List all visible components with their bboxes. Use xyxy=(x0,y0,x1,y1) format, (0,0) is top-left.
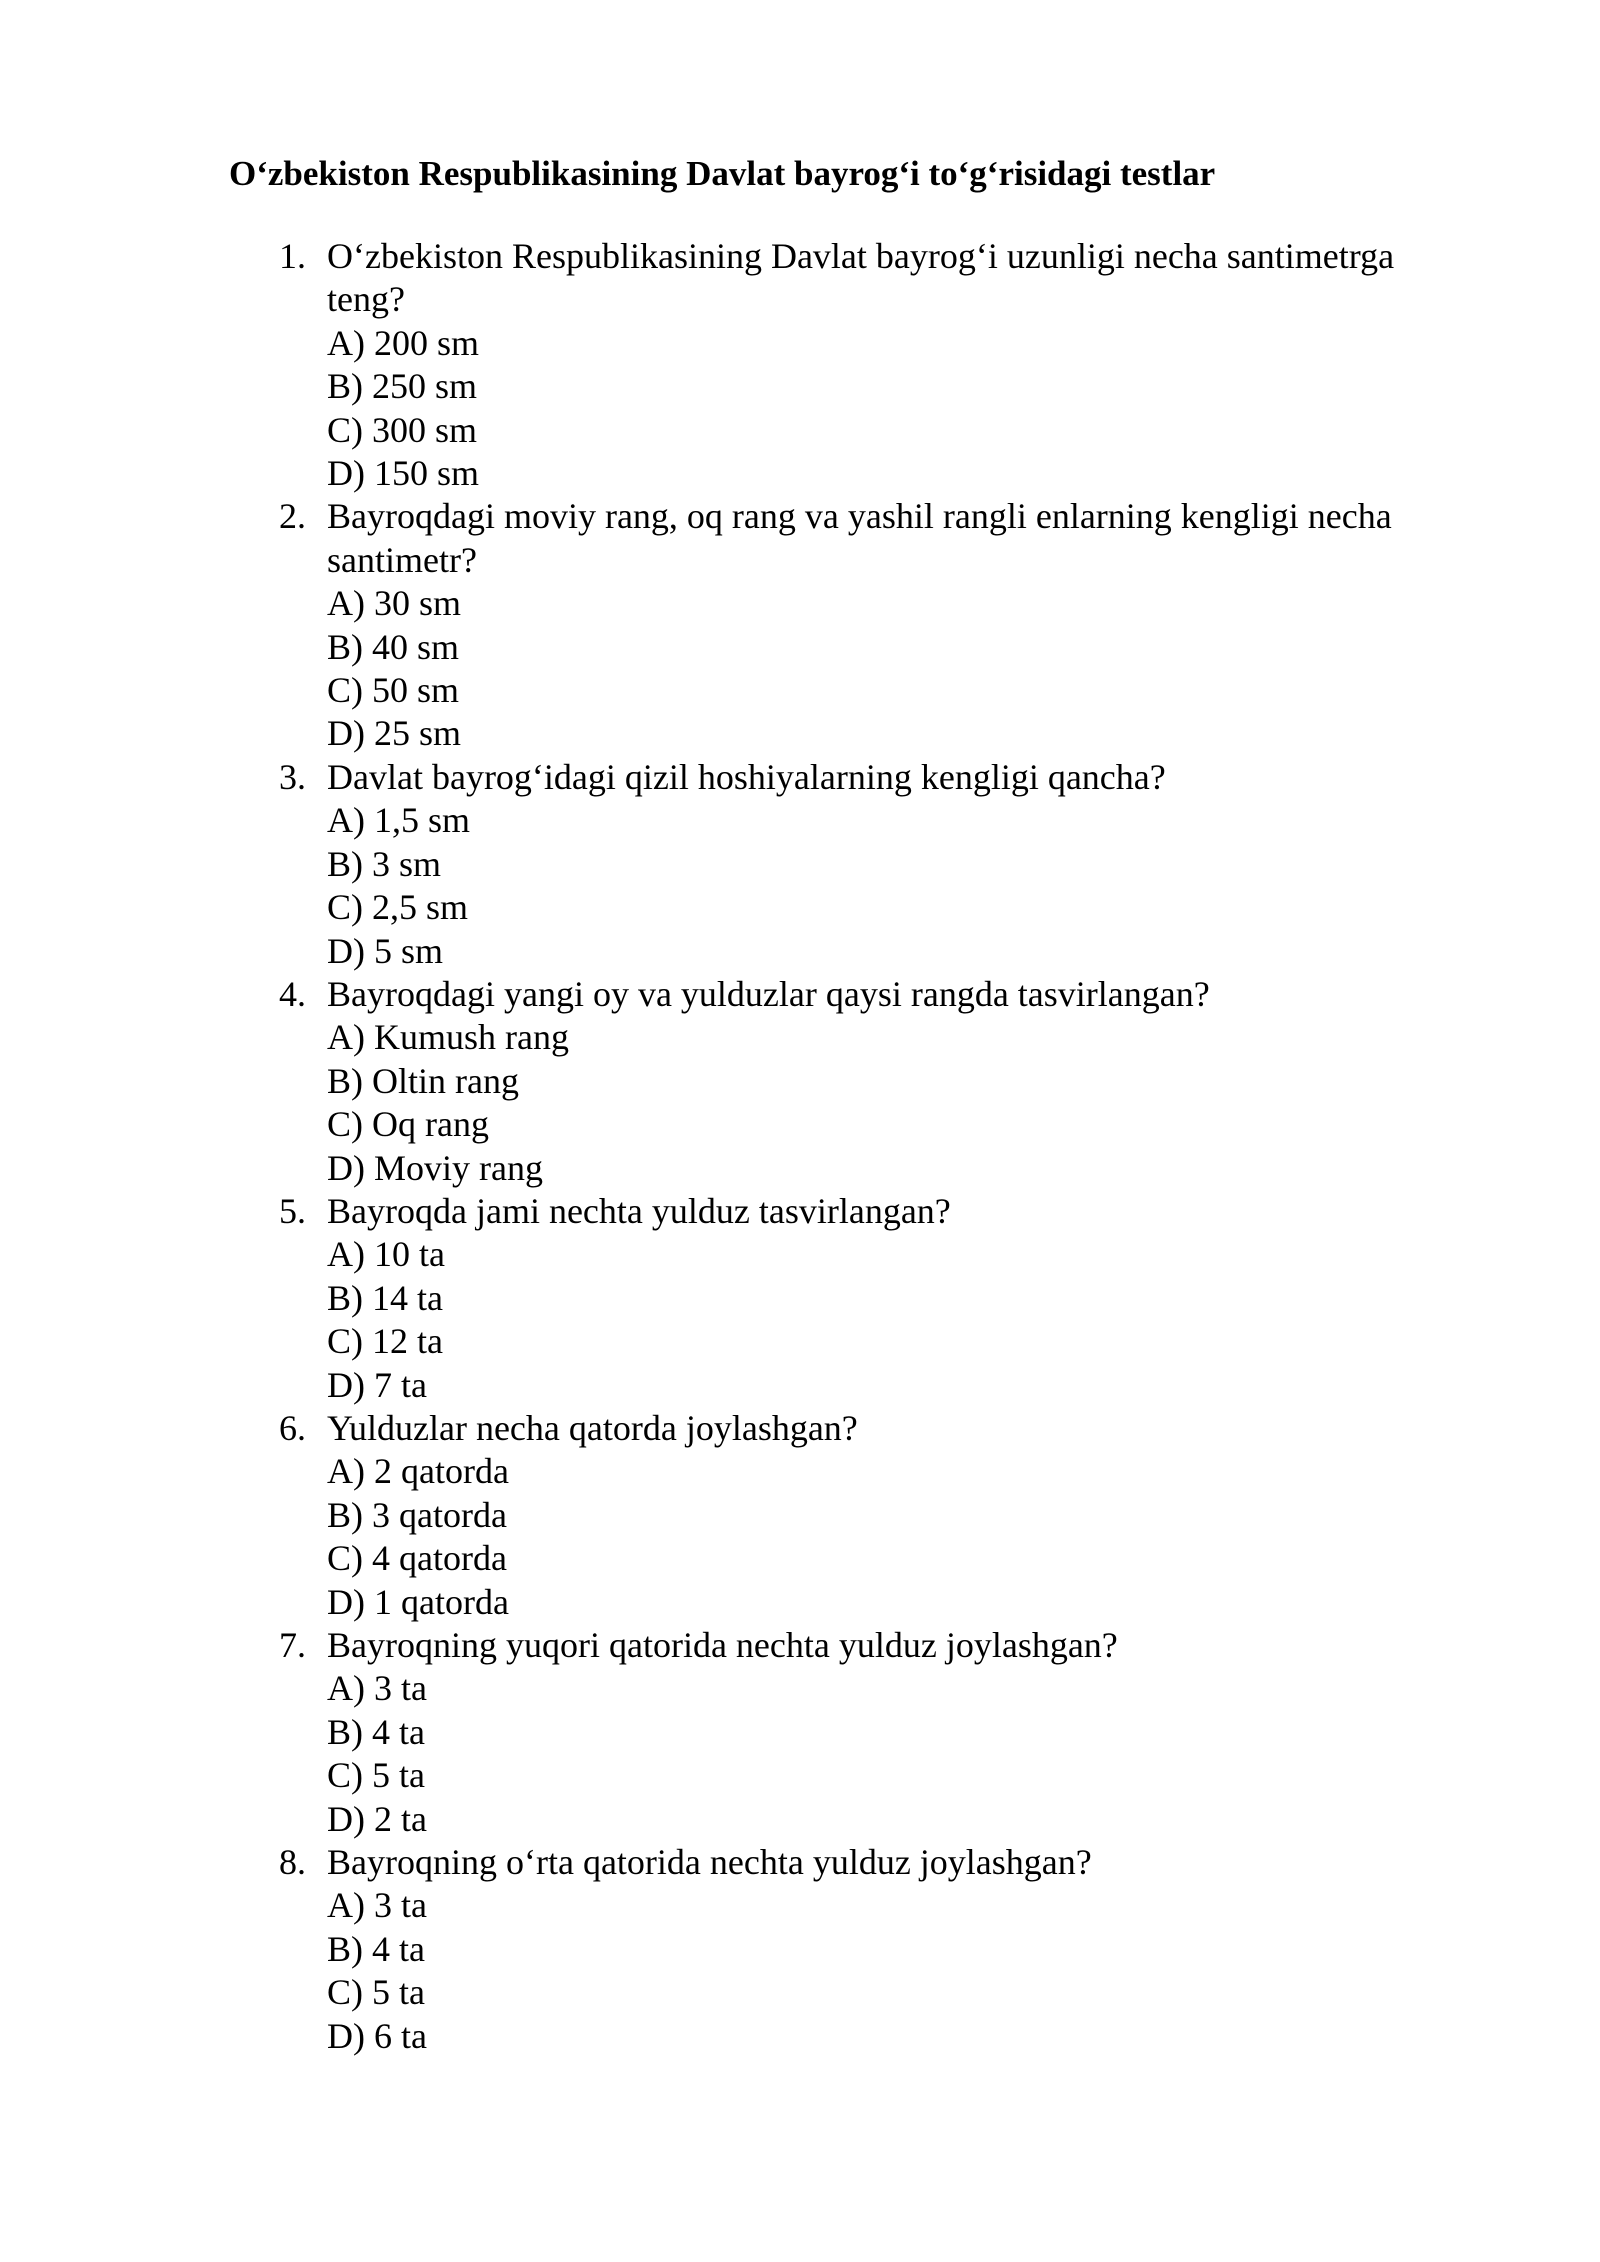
answer-options xyxy=(327,799,1600,973)
answer-option-a: A) 3 ta xyxy=(327,1668,427,1709)
answer-option-d: D) 6 ta xyxy=(327,2015,427,2056)
answer-option-d: D) Moviy rang xyxy=(327,1147,543,1188)
answer-option-c: C) 2,5 sm xyxy=(327,887,469,928)
question-number: 5. xyxy=(279,1190,306,1231)
question-4 xyxy=(0,973,1600,1190)
answer-option-d: D) 2 ta xyxy=(327,1798,427,1839)
document-title: O‘zbekiston Respublikasining Davlat bayrog‘i to‘g‘risidagi testlar xyxy=(229,154,1216,193)
answer-options xyxy=(327,322,1600,496)
answer-options xyxy=(327,582,1600,756)
question-number: 6. xyxy=(279,1407,306,1448)
answer-option-b: B) 4 ta xyxy=(327,1928,425,1969)
answer-option-c: C) 300 sm xyxy=(327,409,478,450)
answer-option-b: B) 14 ta xyxy=(327,1277,443,1318)
question-text: Yulduzlar necha qatorda joylashgan? xyxy=(327,1407,858,1448)
question-number: 2. xyxy=(279,496,306,537)
answer-option-d: D) 7 ta xyxy=(327,1364,427,1405)
answer-option-c: C) 5 ta xyxy=(327,1755,425,1796)
question-number: 4. xyxy=(279,973,306,1014)
question-text: Bayroqdagi yangi oy va yulduzlar qaysi rangda tasvirlangan? xyxy=(327,973,1210,1014)
question-5 xyxy=(0,1190,1600,1407)
answer-option-a: A) 2 qatorda xyxy=(327,1451,509,1492)
question-text: Davlat bayrog‘idagi qizil hoshiyalarning kengligi qancha? xyxy=(327,756,1166,797)
question-3 xyxy=(0,756,1600,973)
question-number: 7. xyxy=(279,1625,306,1665)
answer-option-a: A) 3 ta xyxy=(327,1885,427,1926)
answer-option-d: D) 150 sm xyxy=(327,453,479,494)
answer-options xyxy=(327,1016,1600,1190)
answer-option-a: A) 200 sm xyxy=(327,322,479,363)
answer-option-d: D) 5 sm xyxy=(327,930,443,971)
answer-option-b: B) 250 sm xyxy=(327,366,478,407)
answer-option-b: B) Oltin rang xyxy=(327,1060,519,1101)
answer-options xyxy=(327,1667,1600,1841)
answer-option-c: C) 12 ta xyxy=(327,1321,443,1362)
answer-option-a: A) 30 sm xyxy=(327,583,461,624)
answer-option-d: D) 25 sm xyxy=(327,713,461,754)
answer-option-c: C) Oq rang xyxy=(327,1104,489,1145)
question-list xyxy=(0,235,1600,2058)
question-text: Bayroqning yuqori qatorida nechta yulduz joylashgan? xyxy=(327,1625,1118,1665)
answer-option-a: A) 10 ta xyxy=(327,1234,445,1275)
question-text: O‘zbekiston Respublikasining Davlat bayrog‘i uzunligi necha santimetrga teng? xyxy=(327,236,1395,320)
answer-option-b: B) 4 ta xyxy=(327,1711,425,1752)
question-number: 1. xyxy=(279,236,306,276)
question-7 xyxy=(0,1624,1600,1841)
answer-option-b: B) 40 sm xyxy=(327,626,460,667)
answer-option-d: D) 1 qatorda xyxy=(327,1581,509,1622)
question-number: 8. xyxy=(279,1842,306,1883)
question-text: Bayroqda jami nechta yulduz tasvirlangan? xyxy=(327,1190,951,1231)
question-8 xyxy=(0,1841,1600,2058)
answer-options xyxy=(327,1233,1600,1407)
answer-options xyxy=(327,1450,1600,1624)
question-number: 3. xyxy=(279,756,306,797)
question-text: Bayroqdagi moviy rang, oq rang va yashil rangli enlarning kengligi necha santimetr? xyxy=(327,496,1392,580)
question-6 xyxy=(0,1407,1600,1624)
answer-option-c: C) 50 sm xyxy=(327,670,460,711)
answer-option-b: B) 3 qatorda xyxy=(327,1494,507,1535)
answer-option-c: C) 5 ta xyxy=(327,1972,425,2013)
answer-option-b: B) 3 sm xyxy=(327,843,442,884)
question-text: Bayroqning o‘rta qatorida nechta yulduz joylashgan? xyxy=(327,1842,1092,1883)
answer-options xyxy=(327,1884,1600,2058)
answer-option-a: A) Kumush rang xyxy=(327,1017,569,1058)
answer-option-a: A) 1,5 sm xyxy=(327,800,470,841)
question-1 xyxy=(0,235,1600,495)
question-2 xyxy=(0,495,1600,755)
answer-option-c: C) 4 qatorda xyxy=(327,1538,507,1579)
